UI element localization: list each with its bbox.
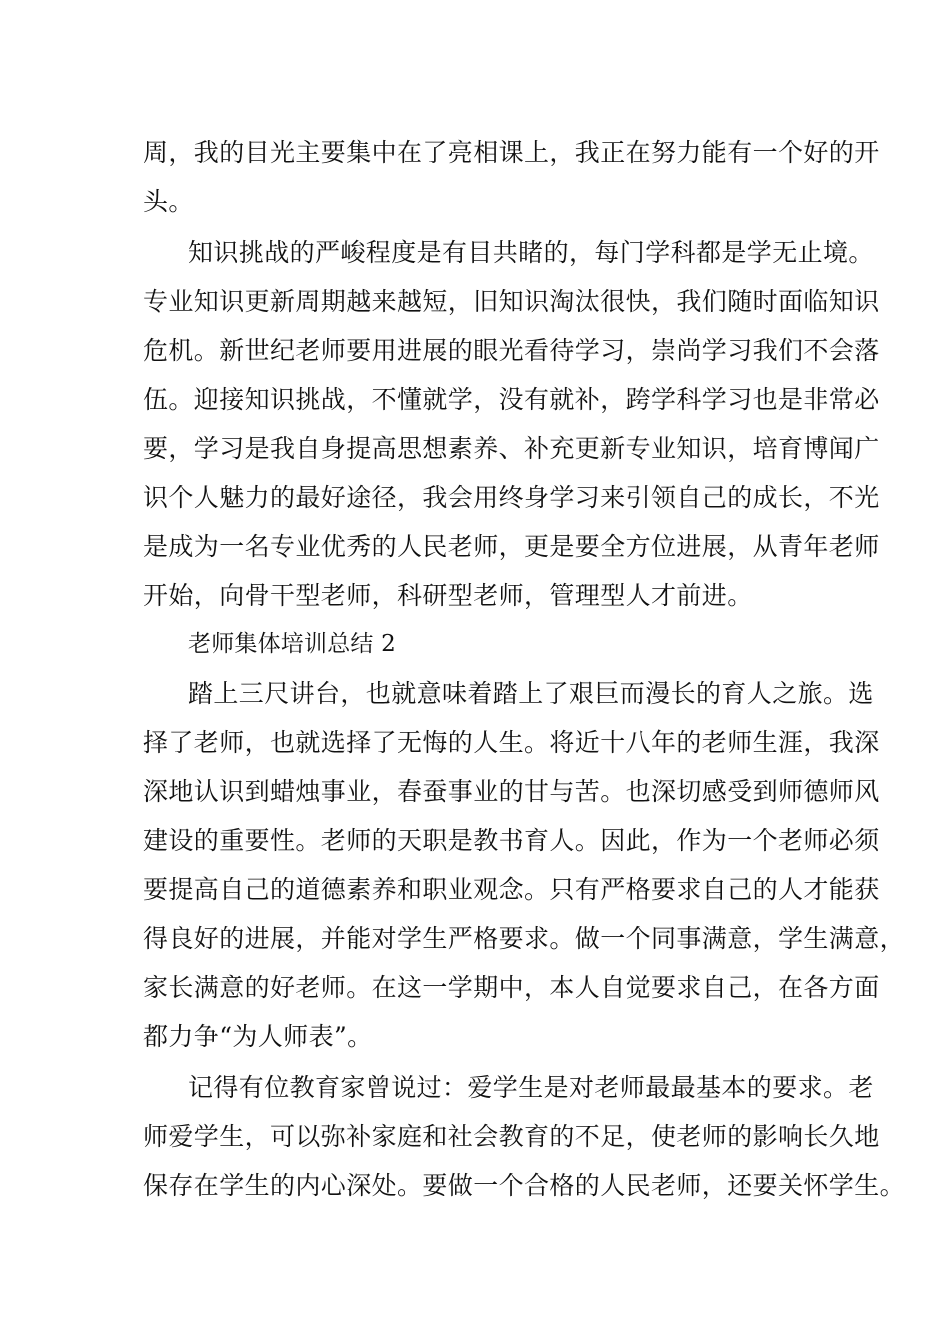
paragraph-3 [143,669,906,1061]
document-body [143,128,906,1210]
text-line: 要提高自己的道德素养和职业观念。只有严格要求自己的人才能获 [143,875,880,904]
text-line: 深地认识到蜡烛事业，春蚕事业的甘与苦。也深切感受到师德师风 [143,777,880,806]
text-line: 踏上三尺讲台，也就意味着踏上了艰巨而漫长的育人之旅。选 [188,679,874,708]
text-line: 择了老师，也就选择了无悔的人生。将近十八年的老师生涯，我深 [143,728,880,757]
text-line: 师爱学生，可以弥补家庭和社会教育的不足，使老师的影响长久地 [143,1122,880,1151]
text-line: 都力争“为人师表”。 [143,1022,373,1051]
text-line: 头。 [143,187,194,216]
text-line: 专业知识更新周期越来越短，旧知识淘汰很快，我们随时面临知识 [143,287,880,316]
text-line: 得良好的进展，并能对学生严格要求。做一个同事满意，学生满意， [143,924,906,953]
text-line: 识个人魅力的最好途径，我会用终身学习来引领自己的成长，不光 [143,483,880,512]
paragraph-4 [143,1063,906,1210]
text-line: 记得有位教育家曾说过：爱学生是对老师最最基本的要求。老 [188,1073,874,1102]
paragraph-1 [143,128,880,226]
text-line: 保存在学生的内心深处。要做一个合格的人民老师，还要关怀学生。 [143,1171,906,1200]
text-line: 家长满意的好老师。在这一学期中，本人自觉要求自己，在各方面 [143,973,880,1002]
section-heading [143,620,833,669]
text-line: 是成为一名专业优秀的人民老师，更是要全方位进展，从青年老师 [143,532,880,561]
section-title: 老师集体培训总结 2 [188,631,396,657]
text-line: 知识挑战的严峻程度是有目共睹的，每门学科都是学无止境。 [188,238,874,267]
text-line: 危机。新世纪老师要用进展的眼光看待学习，崇尚学习我们不会落 [143,336,880,365]
text-line: 要，学习是我自身提高思想素养、补充更新专业知识，培育博闻广 [143,434,880,463]
text-line: 周，我的目光主要集中在了亮相课上，我正在努力能有一个好的开 [143,138,880,167]
text-line: 建设的重要性。老师的天职是教书育人。因此，作为一个老师必须 [143,826,880,855]
paragraph-2 [143,228,880,620]
text-line: 伍。迎接知识挑战，不懂就学，没有就补，跨学科学习也是非常必 [143,385,880,414]
text-line: 开始，向骨干型老师，科研型老师，管理型人才前进。 [143,581,753,610]
